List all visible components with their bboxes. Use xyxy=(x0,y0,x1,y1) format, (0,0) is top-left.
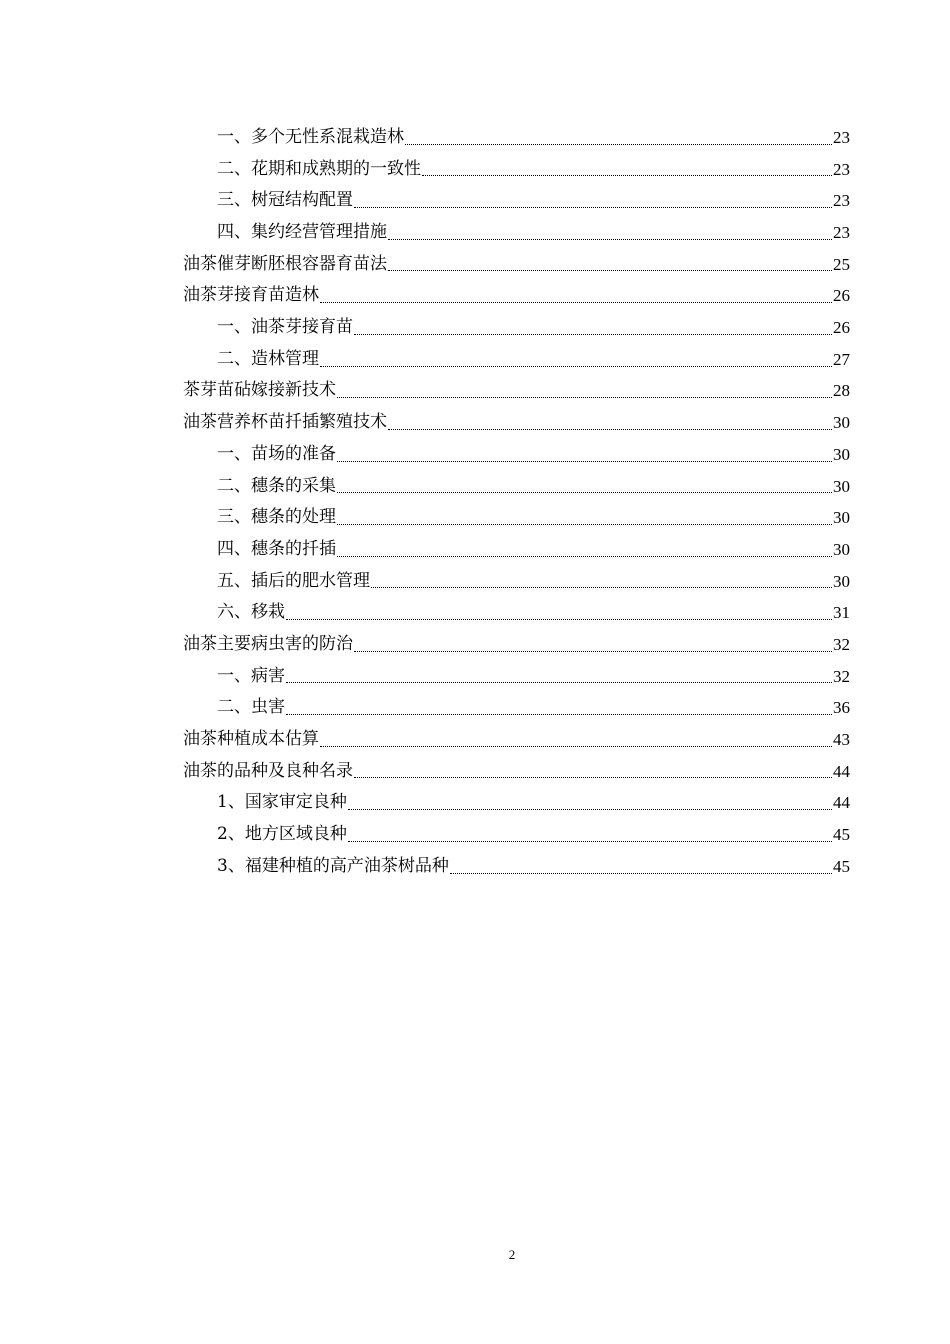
toc-entry-page: 30 xyxy=(833,539,850,559)
toc-entry-title: 油茶种植成本估算 xyxy=(183,729,319,750)
toc-entry-page: 23 xyxy=(833,159,850,179)
toc-entry-title: 二、造林管理 xyxy=(217,348,319,369)
toc-entry-page: 26 xyxy=(833,286,850,306)
dot-leader xyxy=(337,556,832,557)
dot-leader xyxy=(388,270,832,271)
dot-leader xyxy=(286,714,832,715)
dot-leader xyxy=(320,746,832,747)
toc-entry-page: 26 xyxy=(833,318,850,338)
toc-entry[interactable] xyxy=(183,534,850,566)
toc-entry[interactable] xyxy=(183,566,850,598)
toc-entry-title: 油茶催芽断胚根容器育苗法 xyxy=(183,253,387,274)
toc-entry-title: 一、油茶芽接育苗 xyxy=(217,317,353,338)
dot-leader xyxy=(337,461,832,462)
toc-entry-page: 23 xyxy=(833,223,850,243)
toc-entry-title: 二、穗条的采集 xyxy=(217,475,336,496)
toc-entry[interactable] xyxy=(183,471,850,503)
toc-entry-title: 油茶芽接育苗造林 xyxy=(183,285,319,306)
toc-entry-title: 1、国家审定良种 xyxy=(217,792,347,813)
page-number: 2 xyxy=(508,1247,516,1262)
toc-entry-page: 44 xyxy=(833,761,850,781)
toc-entry-page: 31 xyxy=(833,603,850,623)
table-of-contents xyxy=(183,122,850,883)
toc-entry-title: 一、病害 xyxy=(217,665,285,686)
toc-entry-page: 23 xyxy=(833,191,850,211)
toc-entry[interactable] xyxy=(183,502,850,534)
toc-entry[interactable] xyxy=(183,376,850,408)
toc-entry[interactable] xyxy=(183,756,850,788)
dot-leader xyxy=(354,777,832,778)
toc-entry[interactable] xyxy=(183,851,850,883)
dot-leader xyxy=(337,524,832,525)
toc-entry-page: 30 xyxy=(833,571,850,591)
dot-leader xyxy=(337,397,832,398)
toc-entry[interactable] xyxy=(183,819,850,851)
dot-leader xyxy=(320,302,832,303)
dot-leader xyxy=(450,873,832,874)
toc-entry-title: 三、树冠结构配置 xyxy=(217,190,353,211)
toc-entry[interactable] xyxy=(183,629,850,661)
toc-entry-title: 油茶的品种及良种名录 xyxy=(183,760,353,781)
toc-entry-page: 45 xyxy=(833,825,850,845)
toc-entry[interactable] xyxy=(183,185,850,217)
toc-entry-page: 45 xyxy=(833,856,850,876)
toc-entry[interactable] xyxy=(183,661,850,693)
toc-entry-page: 32 xyxy=(833,666,850,686)
toc-entry[interactable] xyxy=(183,407,850,439)
toc-entry[interactable] xyxy=(183,597,850,629)
toc-entry-title: 3、福建种植的高产油茶树品种 xyxy=(217,855,449,876)
toc-entry[interactable] xyxy=(183,122,850,154)
dot-leader xyxy=(286,682,832,683)
toc-entry-page: 25 xyxy=(833,254,850,274)
toc-entry-title: 四、穗条的扦插 xyxy=(217,538,336,559)
toc-entry-title: 六、移栽 xyxy=(217,602,285,623)
toc-entry-page: 23 xyxy=(833,127,850,147)
dot-leader xyxy=(348,809,832,810)
dot-leader xyxy=(388,429,832,430)
dot-leader xyxy=(348,841,832,842)
toc-entry[interactable] xyxy=(183,787,850,819)
toc-entry-page: 30 xyxy=(833,508,850,528)
dot-leader xyxy=(422,175,832,176)
toc-entry-title: 一、苗场的准备 xyxy=(217,443,336,464)
toc-entry-title: 油茶营养杯苗扦插繁殖技术 xyxy=(183,412,387,433)
toc-entry[interactable] xyxy=(183,217,850,249)
toc-entry[interactable] xyxy=(183,344,850,376)
toc-entry[interactable] xyxy=(183,154,850,186)
dot-leader xyxy=(405,144,832,145)
toc-entry-page: 30 xyxy=(833,444,850,464)
toc-entry-page: 30 xyxy=(833,413,850,433)
toc-entry[interactable] xyxy=(183,280,850,312)
toc-entry-page: 28 xyxy=(833,381,850,401)
dot-leader xyxy=(286,619,832,620)
toc-entry-page: 27 xyxy=(833,349,850,369)
dot-leader xyxy=(354,334,832,335)
toc-entry-title: 一、多个无性系混栽造林 xyxy=(217,126,404,147)
dot-leader xyxy=(371,587,832,588)
dot-leader xyxy=(388,239,832,240)
toc-entry-title: 二、花期和成熟期的一致性 xyxy=(217,158,421,179)
toc-entry-title: 三、穗条的处理 xyxy=(217,507,336,528)
toc-entry-title: 油茶主要病虫害的防治 xyxy=(183,633,353,654)
toc-entry[interactable] xyxy=(183,439,850,471)
toc-entry-title: 二、虫害 xyxy=(217,697,285,718)
dot-leader xyxy=(337,492,832,493)
dot-leader xyxy=(354,207,832,208)
dot-leader xyxy=(354,651,832,652)
toc-entry-title: 2、地方区域良种 xyxy=(217,824,347,845)
toc-entry[interactable] xyxy=(183,692,850,724)
toc-entry-page: 44 xyxy=(833,793,850,813)
toc-entry[interactable] xyxy=(183,724,850,756)
toc-entry-title: 茶芽苗砧嫁接新技术 xyxy=(183,380,336,401)
toc-entry-page: 43 xyxy=(833,730,850,750)
toc-entry-title: 五、插后的肥水管理 xyxy=(217,570,370,591)
toc-entry[interactable] xyxy=(183,249,850,281)
toc-entry-page: 32 xyxy=(833,634,850,654)
dot-leader xyxy=(320,366,832,367)
toc-entry-page: 36 xyxy=(833,698,850,718)
toc-entry-title: 四、集约经营管理措施 xyxy=(217,222,387,243)
toc-entry-page: 30 xyxy=(833,476,850,496)
toc-entry[interactable] xyxy=(183,312,850,344)
